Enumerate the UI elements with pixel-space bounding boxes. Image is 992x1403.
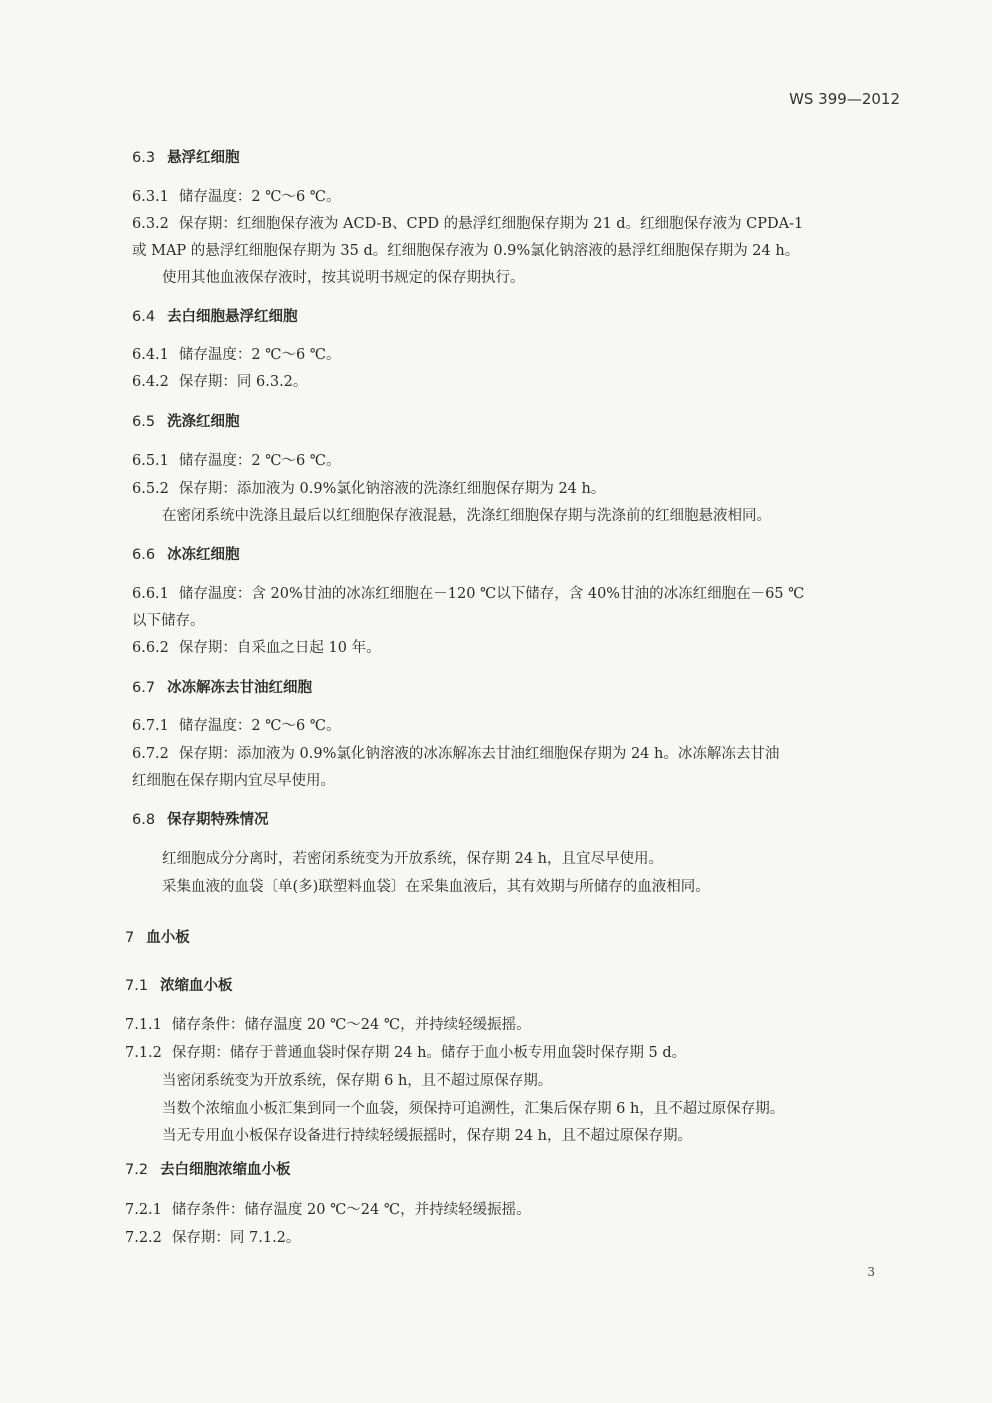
chapter-number: 7 [125,930,135,946]
clause-text: 储存温度：含 20%甘油的冰冻红细胞在－120 ℃以下储存，含 40%甘油的冰冻红细胞在－65 ℃ [178,586,805,602]
clause-text: 保存期：储存于普通血袋时保存期 24 h。储存于血小板专用血袋时保存期 5 d。 [171,1045,687,1061]
clause-text: 储存温度：2 ℃～6 ℃。 [178,347,341,363]
section-title: 浓缩血小板 [160,978,233,994]
clause-number: 6.6.1 [132,586,169,602]
section-heading [132,307,298,327]
clause [132,345,341,365]
section-heading [132,810,269,830]
clause-paragraph: 红细胞成分分离时，若密闭系统变为开放系统，保存期 24 h，且宜尽早使用。 [162,851,664,867]
clause-text: 保存期：添加液为 0.9%氯化钠溶液的冰冻解冻去甘油红细胞保存期为 24 h。冰冻解冻去甘油 [178,746,780,762]
clause-number: 6.7.1 [132,718,169,734]
clause [125,1228,300,1248]
section-number: 6.4 [132,309,156,325]
clause [132,744,779,764]
clause-text: 保存期：自采血之日起 10 年。 [178,640,381,656]
doc-code: WS 399—2012 [789,90,900,108]
clause-paragraph: 当数个浓缩血小板汇集到同一个血袋，须保持可追溯性，汇集后保存期 6 h，且不超过原保存期。 [162,1101,785,1117]
clause-number: 6.7.2 [132,746,169,762]
section-title: 悬浮红细胞 [167,150,240,166]
clause-number: 6.5.2 [132,481,169,497]
clause-number: 7.2.2 [125,1230,162,1246]
section-number: 6.5 [132,414,156,430]
clause-number: 7.2.1 [125,1202,162,1218]
clause-number: 7.1.2 [125,1045,162,1061]
section-number: 6.3 [132,150,156,166]
section-heading [125,1160,291,1180]
chapter-heading [125,928,190,948]
section-title: 去白细胞悬浮红细胞 [167,309,298,325]
clause-text: 保存期：同 6.3.2。 [178,374,308,390]
section-title: 冰冻红细胞 [167,547,240,563]
clause [125,1200,531,1220]
section-number: 6.6 [132,547,156,563]
clause-number: 7.1.1 [125,1017,162,1033]
clause [125,1015,531,1035]
clause [132,214,803,234]
clause-number: 6.6.2 [132,640,169,656]
section-title: 保存期特殊情况 [167,812,269,828]
clause [125,1043,686,1063]
clause-text: 储存条件：储存温度 20 ℃～24 ℃，并持续轻缓振摇。 [171,1017,531,1033]
clause-paragraph: 采集血液的血袋〔单(多)联塑料血袋〕在采集血液后，其有效期与所储存的血液相同。 [162,879,710,895]
section-heading [132,412,240,432]
clause-paragraph: 在密闭系统中洗涤且最后以红细胞保存液混悬，洗涤红细胞保存期与洗涤前的红细胞悬液相同。 [162,508,771,524]
clause [132,716,341,736]
section-heading [125,976,233,996]
clause-paragraph: 当密闭系统变为开放系统，保存期 6 h，且不超过原保存期。 [162,1073,553,1089]
section-heading [132,148,240,168]
clause-text: 保存期：同 7.1.2。 [171,1230,301,1246]
clause [132,479,605,499]
clause-text: 储存条件：储存温度 20 ℃～24 ℃，并持续轻缓振摇。 [171,1202,531,1218]
clause-continuation: 或 MAP 的悬浮红细胞保存期为 35 d。红细胞保存液为 0.9%氯化钠溶液的悬浮红细胞保存期为 24 h。 [132,243,800,259]
page-number: 3 [867,1265,875,1279]
clause [132,187,341,207]
clause-number: 6.4.1 [132,347,169,363]
clause-paragraph: 使用其他血液保存液时，按其说明书规定的保存期执行。 [162,270,525,286]
clause-number: 6.3.1 [132,189,169,205]
section-number: 6.7 [132,680,156,696]
chapter-title: 血小板 [146,930,190,946]
clause [132,372,307,392]
section-number: 7.1 [125,978,149,994]
clause [132,638,381,658]
clause-text: 保存期：红细胞保存液为 ACD-B、CPD 的悬浮红细胞保存期为 21 d。红细胞保存液为 CPDA-1 [178,216,804,232]
clause-text: 储存温度：2 ℃～6 ℃。 [178,189,341,205]
section-heading [132,678,312,698]
clause [132,451,341,471]
clause-text: 储存温度：2 ℃～6 ℃。 [178,453,341,469]
clause-continuation: 以下储存。 [132,613,205,629]
section-number: 7.2 [125,1162,149,1178]
section-title: 去白细胞浓缩血小板 [160,1162,291,1178]
section-number: 6.8 [132,812,156,828]
clause-continuation: 红细胞在保存期内宜尽早使用。 [132,773,335,789]
clause-number: 6.4.2 [132,374,169,390]
clause-text: 储存温度：2 ℃～6 ℃。 [178,718,341,734]
clause-text: 保存期：添加液为 0.9%氯化钠溶液的洗涤红细胞保存期为 24 h。 [178,481,606,497]
clause [132,584,804,604]
section-title: 洗涤红细胞 [167,414,240,430]
section-title: 冰冻解冻去甘油红细胞 [167,680,313,696]
clause-number: 6.3.2 [132,216,169,232]
clause-number: 6.5.1 [132,453,169,469]
section-heading [132,545,240,565]
clause-paragraph: 当无专用血小板保存设备进行持续轻缓振摇时，保存期 24 h，且不超过原保存期。 [162,1128,693,1144]
